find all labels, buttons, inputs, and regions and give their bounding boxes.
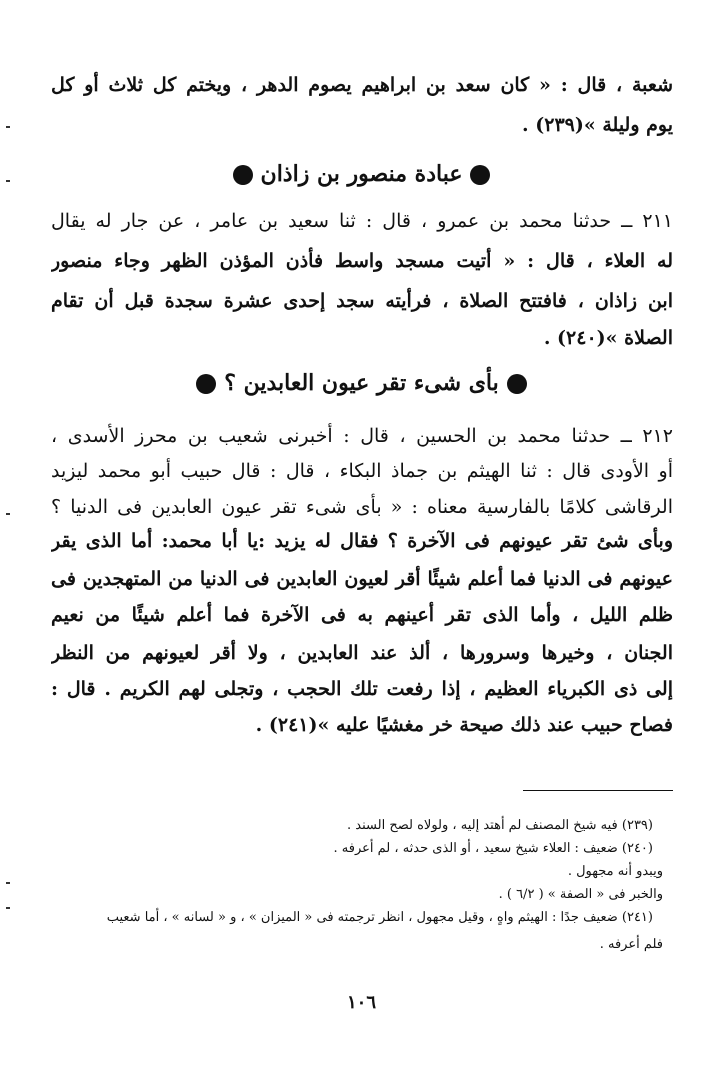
paragraph-2-line-1: ٢١١ ــ حدثنا محمد بن عمرو ، قال : ثنا سعيد بن عامر ، عن جار له يقال [51,210,673,232]
margin-mark [6,513,10,515]
margin-mark [6,882,10,884]
paragraph-3-line-6: ظلم الليل ، وأما الذى تقر أعينهم به فى الآخرة فما أعلم شيئًا من نعيم [51,604,673,626]
footnote-239: (٢٣٩) فيه شيخ المصنف لم أهتد إليه ، ولولاه لصح السند . [347,818,653,833]
paragraph-3-line-7: الجنان ، وخيرها وسرورها ، ألذ عند العابدين ، ولا أقر لعيونهم من النظر [51,642,673,664]
paragraph-2-line-2: له العلاء ، قال : « أتيت مسجد واسط فأذن المؤذن الظهر وجاء منصور [51,250,673,272]
margin-mark [6,180,10,182]
margin-mark [6,126,10,128]
footnote-241: (٢٤١) ضعيف جدًا : الهيثم واهٍ ، وقيل مجهول ، انظر ترجمته فى « الميزان » ، و « لسانه » ، أما شعيب [106,910,653,925]
paragraph-3-line-4: وبأى شئ تقر عيونهم فى الآخرة ؟ فقال له يزيد :يا أبا محمد: أما الذى يقر [51,530,673,552]
footnote-240-line-3: والخبر فى « الصفة » ( ٦/٢ ) . [498,887,663,902]
footnote-divider [523,790,673,791]
paragraph-2-line-3: ابن زاذان ، فافتتح الصلاة ، فرأيته سجد إحدى عشرة سجدة قبل أن تقام [51,290,673,312]
section-heading-1 [0,156,723,192]
paragraph-1-line-2: يوم وليلة »(٢٣٩) . [522,114,673,136]
paragraph-1-line-1: شعبة ، قال : « كان سعد بن ابراهيم يصوم الدهر ، ويختم كل ثلاث أو كل [51,74,673,96]
paragraph-2-line-4: الصلاة »(٢٤٠) . [543,327,673,349]
footnote-241-line-2: فلم أعرفه . [599,937,663,952]
section-heading-2-text: بأى شىء تقر عيون العابدين ؟ [224,370,499,396]
bullet-icon [507,374,527,394]
bullet-icon [233,165,253,185]
paragraph-3-line-8: إلى ذى الكبرياء العظيم ، إذا رفعت تلك الحجب ، وتجلى لهم الكريم . قال : [51,678,673,700]
paragraph-3-line-5: عيونهم فى الدنيا فما أعلم شيئًا أقر لعيون العابدين فى الدنيا من المتهجدين فى [51,568,673,590]
footnote-240-line-2: ويبدو أنه مجهول . [567,864,663,879]
paragraph-3-line-3: الرقاشى كلامًا بالفارسية معناه : « بأى شىء تقر عيون العابدين فى الدنيا ؟ [51,496,673,518]
footnote-240: (٢٤٠) ضعيف : العلاء شيخ سعيد ، أو الذى حدثه ، لم أعرفه . [333,841,653,856]
section-heading-1-text: عبادة منصور بن زاذان [260,161,463,187]
section-heading-2 [0,365,723,401]
paragraph-3-line-1: ٢١٢ ــ حدثنا محمد بن الحسين ، قال : أخبرنى شعيب بن محرز الأسدى ، [51,425,673,447]
margin-mark [6,907,10,909]
paragraph-3-line-2: أو الأودى قال : ثنا الهيثم بن جماذ البكاء ، قال : قال حبيب أبو محمد ليزيد [51,460,673,482]
paragraph-3-line-9: فصاح حبيب عند ذلك صيحة خر مغشيًا عليه »(٢٤١) . [255,714,673,736]
page-number: ١٠٦ [346,992,376,1013]
bullet-icon [470,165,490,185]
bullet-icon [196,374,216,394]
